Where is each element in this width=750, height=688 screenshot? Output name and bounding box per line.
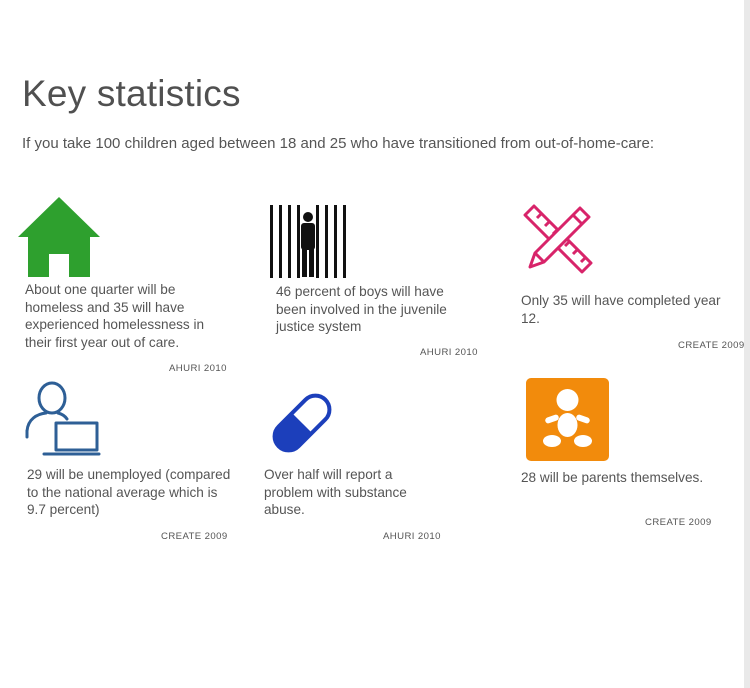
prison-bars-icon: [268, 203, 350, 279]
stat-source-homelessness: AHURI 2010: [169, 363, 227, 374]
pill-icon: [265, 387, 339, 459]
stat-text-year-12: Only 35 will have completed year 12.: [521, 293, 721, 326]
stat-source-unemployed: CREATE 2009: [161, 531, 228, 542]
baby-icon: [526, 378, 609, 461]
person-laptop-icon: [24, 381, 102, 459]
stat-text-substance-abuse: Over half will report a problem with substance abuse.: [264, 467, 407, 518]
intro-text: If you take 100 children aged between 18 and 25 who have transitioned from out-of-home-care:: [22, 135, 655, 152]
house-icon: [17, 196, 101, 278]
stat-source-year-12: CREATE 2009: [678, 340, 745, 351]
stat-source-parents: CREATE 2009: [645, 517, 712, 528]
stat-text-homelessness: About one quarter will be homeless and 35 will have experienced homelessness in their first year out of care.: [25, 282, 205, 350]
stat-source-substance-abuse: AHURI 2010: [383, 531, 441, 542]
stat-text-unemployed: 29 will be unemployed (compared to the national average which is 9.7 percent): [27, 467, 231, 518]
right-edge-shadow: [744, 0, 750, 688]
stat-source-juvenile-justice: AHURI 2010: [420, 347, 478, 358]
page-title: Key statistics: [22, 73, 241, 114]
stat-text-parents: 28 will be parents themselves.: [521, 470, 704, 485]
pencil-ruler-icon: [522, 203, 594, 275]
stat-text-juvenile-justice: 46 percent of boys will have been involved in the juvenile justice system: [276, 284, 447, 335]
